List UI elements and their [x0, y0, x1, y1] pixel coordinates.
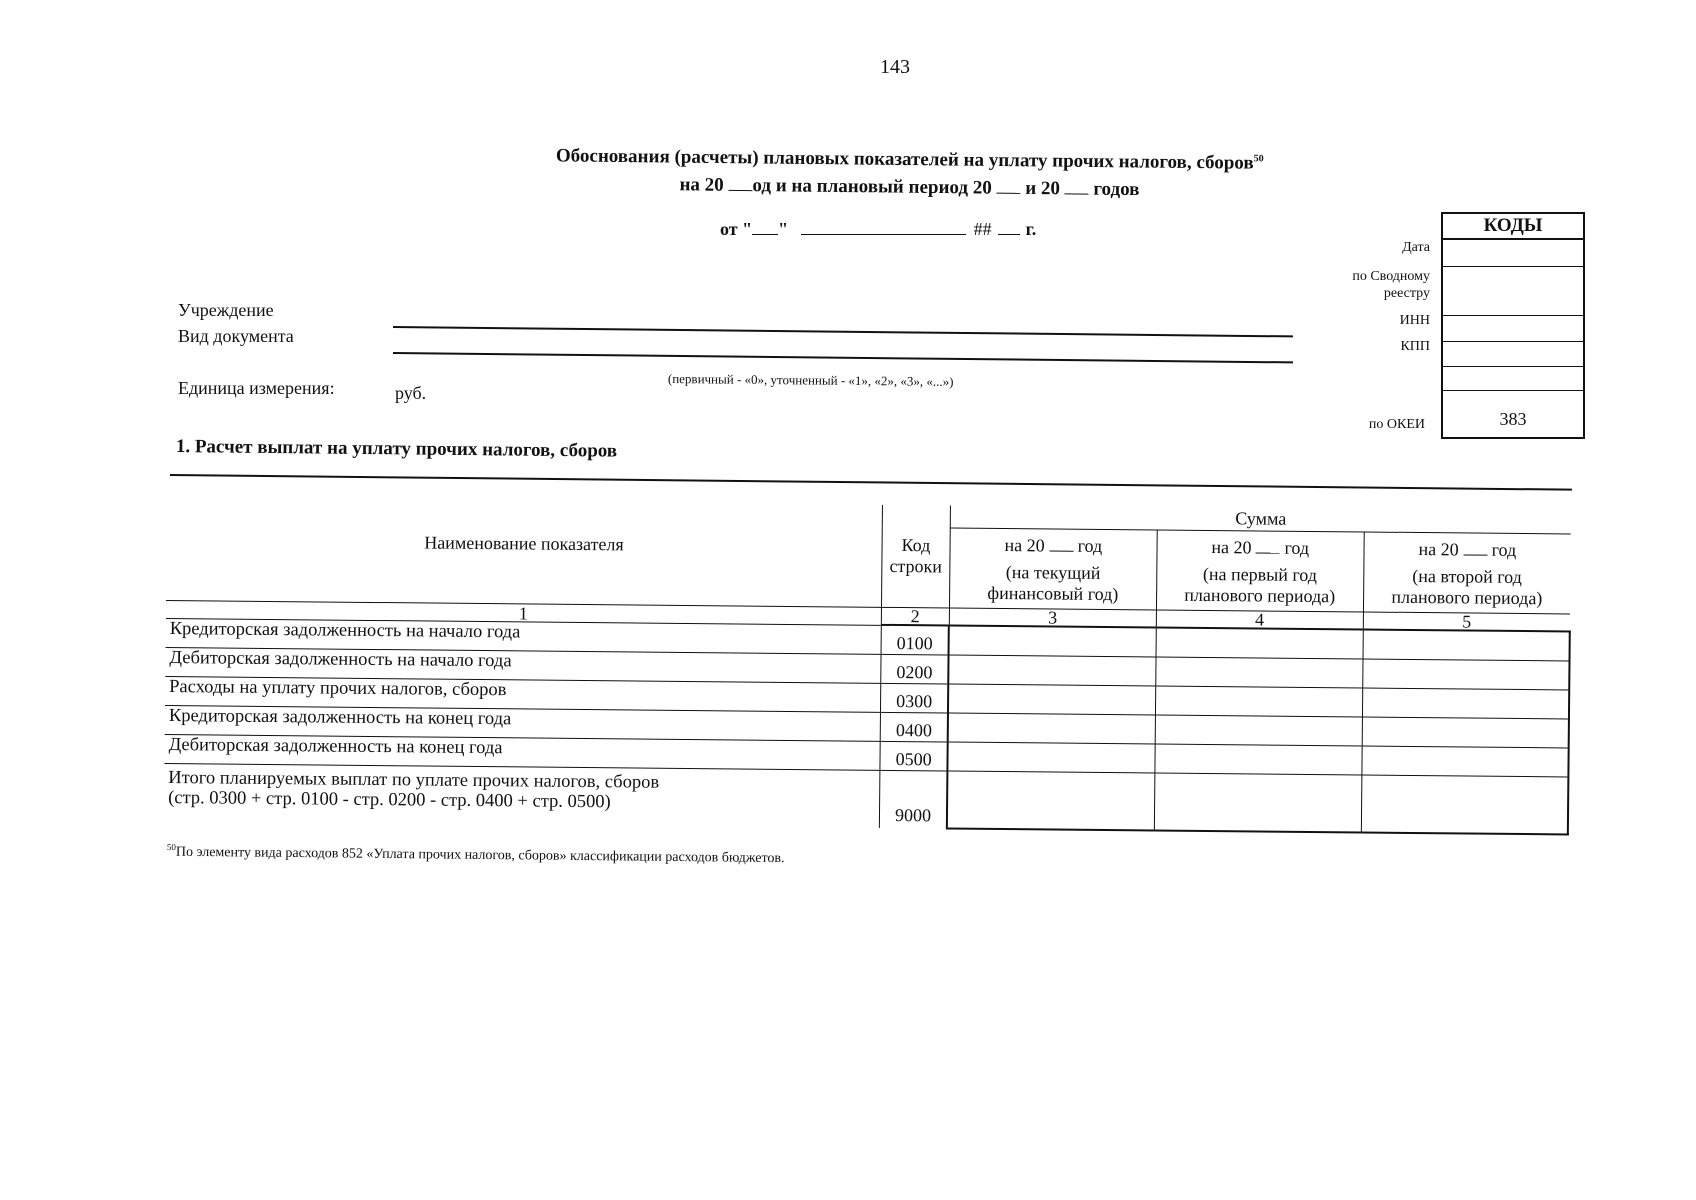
row-label: Кредиторская задолженность на начало года — [166, 618, 882, 654]
value-cell[interactable] — [1155, 714, 1362, 745]
year-blank[interactable] — [996, 175, 1020, 194]
row-code: 0200 — [881, 654, 949, 684]
value-cell[interactable] — [949, 655, 1156, 686]
doc-type-line[interactable] — [393, 352, 1293, 363]
row-label-total: Итого планируемых выплат по уплате прочих налогов, сборов (стр. 0300 + стр. 0100 - стр. 0200 - стр. 0400 + стр. 0500) — [168, 767, 660, 812]
row-code-total: 9000 — [879, 770, 948, 829]
value-cell[interactable] — [1363, 629, 1570, 660]
footnote — [167, 842, 785, 867]
value-cell[interactable] — [1156, 627, 1363, 658]
year-blank[interactable] — [1065, 176, 1089, 195]
header-sum-second-plan-year: на 20 год (на второй год планового периода) — [1363, 531, 1571, 613]
section-title: 1. Расчет выплат на уплату прочих налогов, сборов — [175, 436, 618, 462]
value-cell[interactable] — [1362, 658, 1569, 689]
institution-label: Учреждение — [178, 300, 274, 320]
footnote-text: По элементу вида расходов 852 «Уплата прочих налогов, сборов» классификации расходов бюджетов. — [175, 844, 785, 867]
kpp-code-cell[interactable] — [1443, 342, 1583, 367]
value-cell[interactable] — [949, 626, 1156, 657]
month-blank[interactable] — [801, 218, 966, 235]
section-rule — [170, 474, 1572, 490]
value-cell[interactable] — [947, 771, 1154, 831]
value-cell[interactable] — [1362, 687, 1569, 718]
col-number-3: 3 — [949, 608, 1156, 628]
col-number-2: 2 — [881, 607, 949, 626]
codes-block — [1441, 212, 1585, 439]
value-cell[interactable] — [1361, 774, 1568, 834]
row-code: 0300 — [880, 683, 948, 713]
value-cell[interactable] — [1155, 685, 1362, 716]
value-cell[interactable] — [1362, 716, 1569, 747]
title-line-1: Обоснования (расчеты) плановых показателей на уплату прочих налогов, сборов$^{50}$ — [555, 145, 1264, 174]
value-cell[interactable] — [1155, 656, 1362, 687]
year-blank[interactable] — [1256, 534, 1280, 553]
unit-value: руб. — [395, 383, 427, 403]
codes-header: КОДЫ — [1443, 214, 1583, 240]
value-cell[interactable] — [948, 684, 1155, 715]
date-code-cell[interactable] — [1443, 240, 1583, 267]
title-line-2: на 20 од и на плановый период 20 и 20 годов — [459, 169, 1359, 206]
col-number-4: 4 — [1156, 610, 1363, 630]
document-title — [459, 137, 1360, 207]
row-code: 0500 — [880, 741, 948, 771]
doc-type-label: Вид документа — [178, 326, 294, 346]
doc-type-note: (первичный - «0», уточненный - «1», «2», «3», «...») — [667, 371, 954, 389]
day-blank[interactable] — [752, 218, 778, 235]
value-cell[interactable] — [948, 742, 1155, 773]
unit-label: Единица измерения: — [178, 378, 335, 398]
row-label: Кредиторская задолженность на конец года — [165, 705, 881, 741]
row-label: Дебиторская задолженность на начало года — [165, 647, 881, 683]
title-footnote-mark: 50 — [1253, 153, 1264, 165]
value-cell[interactable] — [1361, 745, 1568, 776]
row-code: 0400 — [880, 712, 948, 742]
page-number: 143 — [880, 56, 910, 78]
year-blank[interactable] — [1049, 532, 1073, 551]
payments-table — [164, 498, 1572, 835]
header-indicator-name: Наименование показателя — [166, 498, 882, 607]
row-label: Дебиторская задолженность на конец года — [164, 734, 880, 770]
header-sum-first-plan-year: на 20 год (на первый год планового периода) — [1156, 530, 1364, 612]
row-label: Расходы на уплату прочих налогов, сборов — [165, 676, 881, 712]
institution-line[interactable] — [393, 326, 1293, 337]
col-number-1: 1 — [166, 600, 881, 625]
table-row-total — [164, 763, 1568, 834]
value-cell[interactable] — [1155, 743, 1362, 774]
okei-code-label: по ОКЕИ — [1368, 417, 1425, 432]
header-row-code: Код строки — [881, 505, 950, 608]
empty-code-cell[interactable] — [1443, 367, 1583, 391]
date-code-label: Дата — [1402, 240, 1430, 255]
document-date: от " " ## г. — [720, 219, 1037, 239]
year-blank[interactable] — [1463, 536, 1487, 555]
registry-code-label: по Сводному реестру — [1352, 269, 1430, 301]
footnote-mark: 50 — [166, 842, 176, 853]
okei-code-cell: 383 — [1499, 409, 1527, 429]
col-number-5: 5 — [1363, 611, 1570, 631]
inn-code-cell[interactable] — [1443, 316, 1583, 342]
header-sum: Сумма — [950, 506, 1571, 534]
value-cell[interactable] — [1154, 772, 1361, 832]
year-blank[interactable] — [728, 172, 752, 191]
year-blank[interactable] — [998, 218, 1020, 235]
value-cell[interactable] — [948, 713, 1155, 744]
header-sum-current-year: на 20 год (на текущий финансовый год) — [949, 528, 1157, 610]
registry-code-cell[interactable] — [1443, 267, 1583, 316]
row-code: 0100 — [881, 625, 949, 655]
inn-code-label: ИНН — [1399, 313, 1430, 328]
kpp-code-label: КПП — [1400, 339, 1430, 354]
